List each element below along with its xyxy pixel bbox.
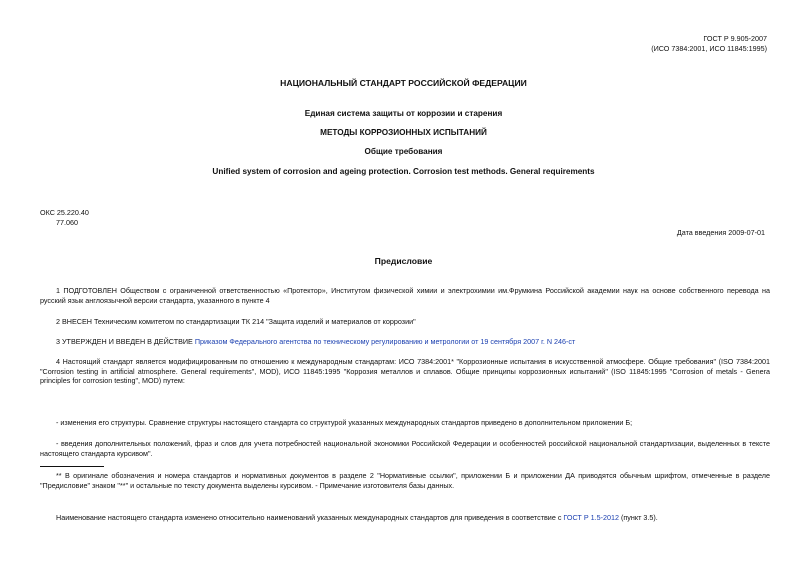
footnote-divider — [40, 466, 104, 467]
final-paragraph — [40, 513, 770, 523]
bullet-structure-change: - изменения его структуры. Сравнение структуры настоящего стандарта со структурой указанных международных стандартов приведено в дополнительном приложении Б; — [56, 418, 633, 427]
preface-paragraph-4: 4 Настоящий стандарт является модифицированным по отношению к международным стандартам: ИСО 7384:2001* "Коррозионные испытания в искусственной атмосфере. Общие требования" (ISO 7384:2001 "Corrosion testing in artificial atmosphere. General requirements", MOD), ИСО 11845:1995 "Коррозия металлов и сплавов. Общие принципы коррозионных испытаний" (ISO 11845:1995 "Corrosion of metals - Genera principles for corrosion testing", MOD) путем: — [40, 357, 770, 386]
gost-1-5-2012-link[interactable]: ГОСТ Р 1.5-2012 — [563, 513, 619, 522]
english-title: Unified system of corrosion and ageing protection. Corrosion test methods. General requirements — [212, 167, 595, 176]
order-link[interactable]: Приказом Федерального агентства по техническому регулированию и метрологии от 19 сентября 2007 г. N 246-ст — [194, 337, 576, 346]
okp-code: 77.060 — [56, 218, 78, 227]
oks-code: ОКС 25.220.40 — [40, 208, 89, 217]
gost-code: ГОСТ Р 9.905-2007 — [703, 34, 767, 43]
national-standard-title: НАЦИОНАЛЬНЫЙ СТАНДАРТ РОССИЙСКОЙ ФЕДЕРАЦИИ — [280, 78, 527, 88]
paragraph-3-text: 3 УТВЕРЖДЕН И ВВЕДЕН В ДЕЙСТВИЕ — [56, 337, 195, 346]
document-header — [467, 34, 767, 53]
system-title: Единая система защиты от коррозии и старения — [304, 109, 503, 118]
final-paragraph-text: Наименование настоящего стандарта изменено относительно наименований указанных международных стандартов для приведения в соответствие с — [56, 513, 564, 522]
introduction-date: Дата введения 2009-07-01 — [676, 228, 765, 237]
general-title: Общие требования — [364, 147, 443, 156]
preface-paragraph-2: 2 ВНЕСЕН Техническим комитетом по стандартизации ТК 214 "Защита изделий и материалов от коррозии" — [56, 317, 416, 326]
iso-references: (ИСО 7384:2001, ИСО 11845:1995) — [651, 43, 767, 53]
preface-paragraph-1: 1 ПОДГОТОВЛЕН Обществом с ограниченной ответственностью «Протектор», Институтом физической химии и электрохимии им.Фрумкина Российской академии наук на основе собственного перевода на русский язык англоязычной версии стандарта, указанного в пункте 4 — [40, 286, 770, 305]
methods-title: МЕТОДЫ КОРРОЗИОННЫХ ИСПЫТАНИЙ — [320, 128, 487, 137]
final-paragraph-suffix: (пункт 3.5). — [619, 513, 658, 522]
preface-heading: Предисловие — [374, 256, 433, 266]
bullet-additional-provisions: - введения дополнительных положений, фраз и слов для учета потребностей национальной экономики Российской Федерации и особенностей российской национальной стандартизации, выделенных в тексте настоящего стандарта курсивом". — [40, 439, 770, 458]
footnote-text: ** В оригинале обозначения и номера стандартов и нормативных документов в разделе 2 "Нормативные ссылки", приложении Б и приложении ДА приводятся обычным шрифтом, отмеченные в разделе "Предисловие" знаком "**" и остальные по тексту документа выделены курсивом. - Примечание изготовителя базы данных. — [40, 471, 770, 490]
preface-paragraph-3 — [40, 337, 770, 347]
